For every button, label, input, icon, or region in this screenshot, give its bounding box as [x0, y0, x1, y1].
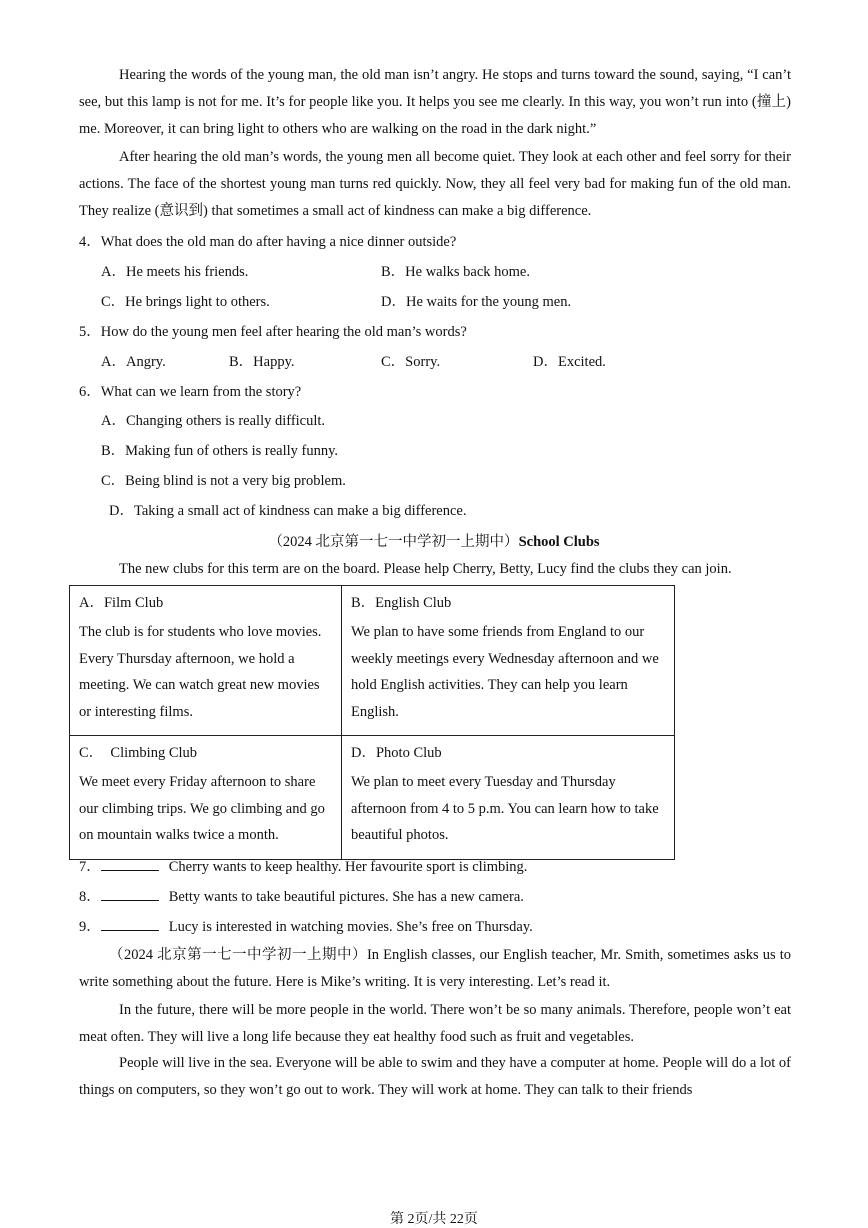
- section-source: （2024 北京第一七一中学初一上期中）: [268, 534, 519, 550]
- club-name: B．English Club: [351, 595, 452, 611]
- club-name: A．Film Club: [79, 595, 164, 611]
- answer-option: A．He meets his friends.: [101, 264, 249, 280]
- answer-option: D．Taking a small act of kindness can make a big difference.: [109, 503, 467, 519]
- section-title: School Clubs: [518, 534, 600, 550]
- section-heading: [0, 530, 868, 551]
- section-intro: The new clubs for this term are on the board. Please help Cherry, Betty, Lucy find the clubs they can join.: [119, 561, 732, 577]
- page-footer: 第 2页/共 22页: [390, 1212, 478, 1227]
- question-number: 7．: [79, 859, 101, 875]
- club-description: The club is for students who love movies. Every Thursday afternoon, we hold a meeting. We can watch great new movies or interesting films.: [79, 624, 322, 720]
- matching-question: [79, 916, 533, 937]
- club-cell: [70, 586, 342, 736]
- club-cell: [342, 586, 675, 736]
- answer-blank[interactable]: [101, 856, 159, 871]
- club-name: C． Climbing Club: [79, 745, 198, 761]
- question-stem: 4．What does the old man do after having a nice dinner outside?: [79, 234, 457, 250]
- answer-option: B．Making fun of others is really funny.: [101, 443, 339, 459]
- answer-option: C．Sorry.: [381, 354, 441, 370]
- matching-question: [79, 856, 527, 877]
- club-cell: [342, 736, 675, 860]
- question-number: 9．: [79, 919, 101, 935]
- answer-blank[interactable]: [101, 886, 159, 901]
- question-stem: 5．How do the young men feel after hearing the old man’s words?: [79, 324, 467, 340]
- question-text: Betty wants to take beautiful pictures. She has a new camera.: [168, 889, 524, 905]
- question-text: Cherry wants to keep healthy. Her favourite sport is climbing.: [168, 859, 528, 875]
- answer-option: C．Being blind is not a very big problem.: [101, 473, 346, 489]
- answer-option: B．He walks back home.: [381, 264, 530, 280]
- passage-paragraph: After hearing the old man’s words, the young men all become quiet. They look at each other and feel sorry for their actions. The face of the shortest young man turns red quickly. Now, they all feel very bad for making fun of the old man. They realize (意识到) that sometimes a small act of kindness can make a big difference.: [79, 149, 791, 219]
- question-text: Lucy is interested in watching movies. She’s free on Thursday.: [168, 919, 533, 935]
- answer-blank[interactable]: [101, 916, 159, 931]
- question-stem: 6．What can we learn from the story?: [79, 384, 302, 400]
- club-description: We meet every Friday afternoon to share our climbing trips. We go climbing and go on mountain walks twice a month.: [79, 774, 325, 843]
- answer-option: D．He waits for the young men.: [381, 294, 572, 310]
- passage-paragraph: In the future, there will be more people in the world. There won’t be so many animals. Therefore, people won’t eat meat often. They will live a long life because they eat healthy food such as fruit and vegetables.: [79, 1002, 791, 1045]
- club-cell: [70, 736, 342, 860]
- passage-paragraph: Hearing the words of the young man, the old man isn’t angry. He stops and turns toward the sound, saying, “I can’t see, but this lamp is not for me. It’s for people like you. It helps you see me clearly. In this way, you won’t run into (撞上) me. Moreover, it can bring light to others who are walking on the road in the dark night.”: [79, 67, 791, 137]
- answer-option: A．Changing others is really difficult.: [101, 413, 326, 429]
- question-number: 8．: [79, 889, 101, 905]
- club-description: We plan to have some friends from England to our weekly meetings every Wednesday afternoon and we hold English activities. They can help you learn English.: [351, 624, 659, 720]
- club-name: D．Photo Club: [351, 745, 442, 761]
- club-description: We plan to meet every Tuesday and Thursday afternoon from 4 to 5 p.m. You can learn how to take beautiful photos.: [351, 774, 659, 843]
- answer-option: D．Excited.: [533, 354, 606, 370]
- answer-option: C．He brings light to others.: [101, 294, 270, 310]
- matching-question: [79, 886, 524, 907]
- clubs-table: [69, 585, 675, 860]
- passage-paragraph: People will live in the sea. Everyone will be able to swim and they have a computer at home. People will do a lot of things on computers, so they won’t go out to work. They will work at home. They can talk to their friends: [79, 1055, 791, 1098]
- answer-option: A．Angry.: [101, 354, 166, 370]
- passage-paragraph: （2024 北京第一七一中学初一上期中）In English classes, our English teacher, Mr. Smith, sometimes asks us to write something about the future. Here is Mike’s writing. It is very interesting. Let’s read it.: [79, 947, 791, 990]
- answer-option: B．Happy.: [229, 354, 295, 370]
